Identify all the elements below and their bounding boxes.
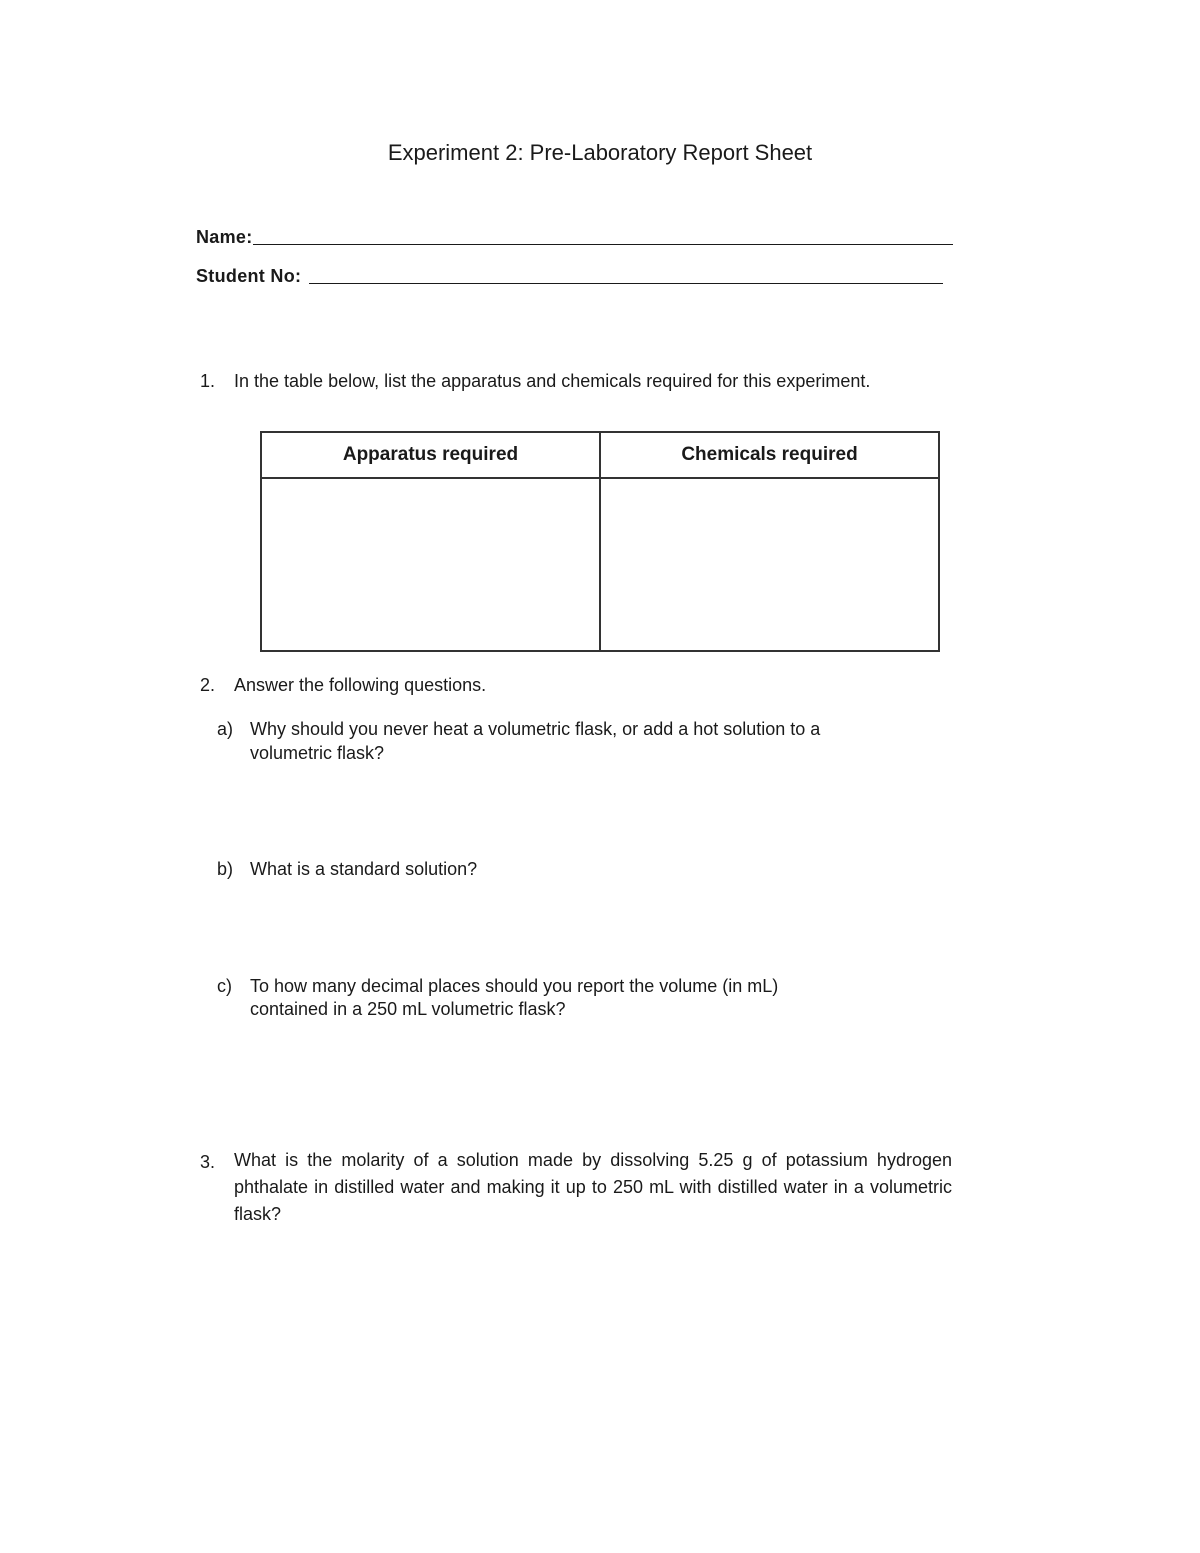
- name-label: Name:: [196, 227, 253, 247]
- requirements-table: [260, 431, 940, 652]
- chemicals-header: Chemicals required: [600, 432, 939, 478]
- question-1-text: In the table below, list the apparatus and chemicals required for this experiment.: [234, 371, 871, 391]
- question-2c-line-1: To how many decimal places should you report the volume (in mL): [250, 976, 779, 996]
- chemicals-cell[interactable]: [600, 478, 939, 651]
- name-field-row: [196, 226, 953, 248]
- question-2-number: 2.: [200, 675, 216, 695]
- student-no-field-row: [196, 265, 943, 287]
- question-3-text: What is the molarity of a solution made by dissolving 5.25 g of potassium hydrogen phthalate in distilled water and making it up to 250 mL with distilled water in a volumetric flask?: [234, 1150, 952, 1224]
- question-1-number: 1.: [200, 371, 216, 391]
- question-2a-line-2: volumetric flask?: [250, 743, 385, 763]
- question-2c-line-2: contained in a 250 mL volumetric flask?: [250, 999, 566, 1019]
- name-field[interactable]: [253, 244, 953, 245]
- student-no-label: Student No:: [196, 266, 302, 286]
- question-2c-letter: c): [217, 976, 232, 996]
- question-2a-letter: a): [217, 719, 234, 739]
- apparatus-header: Apparatus required: [261, 432, 600, 478]
- question-2b-letter: b): [217, 859, 234, 879]
- page-title: Experiment 2: Pre-Laboratory Report Sheet: [387, 140, 813, 165]
- apparatus-cell[interactable]: [261, 478, 600, 651]
- student-no-field[interactable]: [309, 283, 943, 284]
- question-2b-line-1: What is a standard solution?: [250, 859, 478, 879]
- question-3-number: 3.: [200, 1152, 216, 1172]
- question-2-text: Answer the following questions.: [234, 675, 487, 695]
- question-2a-line-1: Why should you never heat a volumetric flask, or add a hot solution to a: [250, 719, 821, 739]
